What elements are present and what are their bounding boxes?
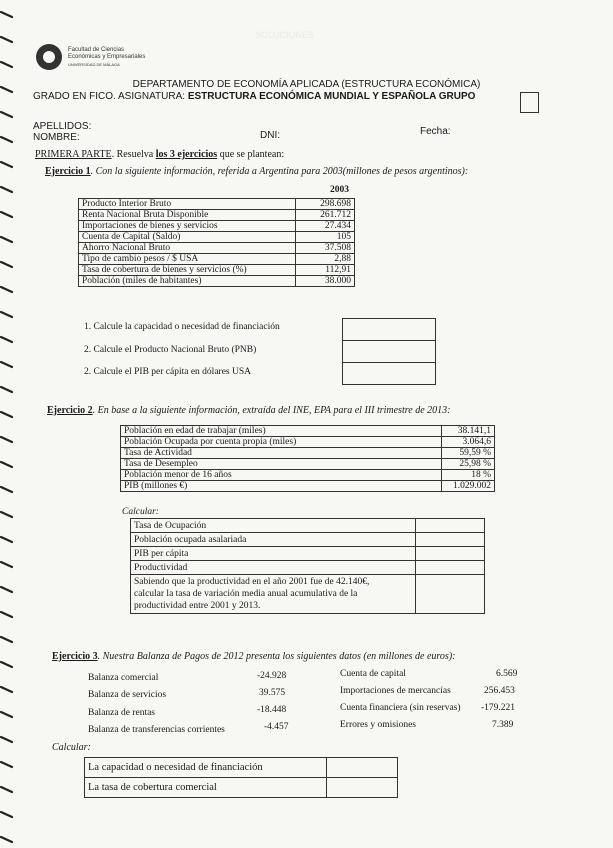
ej2-calc-label: Calcular:	[122, 507, 159, 517]
ej3-text: . Nuestra Balanza de Pagos de 2012 presenta los siguientes datos (en millones de euros):	[97, 651, 456, 662]
table-row	[121, 437, 495, 448]
row-value: 18 %	[442, 470, 495, 481]
table-row	[79, 265, 355, 276]
row-value: 2,88	[296, 254, 355, 265]
row-value: 112,91	[296, 265, 355, 276]
group-checkbox[interactable]	[520, 92, 539, 113]
row-value: 261.712	[296, 210, 355, 221]
table-row	[131, 519, 485, 533]
answer-box-2[interactable]	[343, 341, 435, 363]
calc-item: Población ocupada asalariada	[131, 533, 416, 547]
intro-text1: . Resuelva	[111, 149, 156, 160]
row-label: Población Ocupada por cuenta propia (miles)	[121, 437, 442, 448]
table-row	[79, 243, 355, 254]
table-row	[85, 778, 398, 798]
ej2-heading	[47, 405, 450, 416]
row-value: 1.029.002	[442, 481, 495, 492]
table-row	[131, 547, 485, 561]
nombre-label: NOMBRE:	[33, 132, 80, 143]
logo-line3: UNIVERSIDAD DE MÁLAGA	[68, 61, 120, 67]
ej3-left-label-2: Balanza de servicios	[88, 690, 167, 700]
watermark: SOLUCIONES	[255, 30, 315, 40]
ej1-question-1: 1. Calcule la capacidad o necesidad de financiación	[84, 322, 280, 332]
calc-item: Tasa de Ocupación	[131, 519, 416, 533]
answer-cell[interactable]	[416, 561, 485, 575]
table-row	[79, 254, 355, 265]
ej3-right-label-1: Cuenta de capital	[340, 669, 406, 679]
course-prefix: GRADO EN FICO. ASIGNATURA:	[33, 91, 186, 102]
row-label: Producto Interior Bruto	[79, 199, 296, 210]
row-value: 27.434	[296, 221, 355, 232]
ej2-label: Ejercicio 2	[47, 405, 93, 416]
table-row	[121, 470, 495, 481]
calc-item-long	[131, 575, 416, 614]
course-header	[33, 91, 475, 102]
ej3-right-value-4: 7.389	[492, 720, 514, 730]
row-value: 59,59 %	[442, 448, 495, 459]
answer-cell[interactable]	[327, 758, 398, 778]
table-row	[131, 561, 485, 575]
row-value: 3.064,6	[442, 437, 495, 448]
table-row	[79, 199, 355, 210]
row-label: Ahorro Nacional Bruto	[79, 243, 296, 254]
ej3-left-value-1: -24.928	[257, 671, 287, 681]
ej1-label: Ejercicio 1	[45, 166, 91, 177]
ej2-calc-table	[130, 518, 485, 614]
spiral-binding	[0, 0, 14, 848]
fecha-label: Fecha:	[420, 126, 451, 137]
row-value: 38.000	[296, 276, 355, 287]
ej3-calc-label: Calcular:	[52, 742, 91, 753]
row-label: Población (miles de habitantes)	[79, 276, 296, 287]
table-row	[79, 232, 355, 243]
ej3-right-value-2: 256.453	[484, 686, 515, 696]
ej3-calc-table	[84, 757, 398, 798]
ej3-right-value-1: 6.569	[496, 669, 518, 679]
table-row	[121, 448, 495, 459]
answer-box-3[interactable]	[343, 363, 435, 384]
calc-long-line1: Sabiendo que la productividad en el año 2001 fue de 42.140€,	[134, 577, 370, 587]
department-header: DEPARTAMENTO DE ECONOMÍA APLICADA (ESTRUCTURA ECONÓMICA)	[132, 79, 481, 90]
dni-label: DNI:	[260, 130, 280, 141]
row-label: Tasa de cobertura de bienes y servicios (%)	[79, 265, 296, 276]
row-value: 298.698	[296, 199, 355, 210]
ej3-left-label-3: Balanza de rentas	[88, 708, 155, 718]
ej3-right-label-3: Cuenta financiera (sin reservas)	[340, 703, 461, 713]
table-row	[131, 575, 485, 614]
table-row	[121, 481, 495, 492]
answer-cell[interactable]	[327, 778, 398, 798]
row-label: Tipo de cambio pesos / $ USA	[79, 254, 296, 265]
row-value: 38.141,1	[442, 426, 495, 437]
answer-cell[interactable]	[416, 533, 485, 547]
row-label: Cuenta de Capital (Saldo)	[79, 232, 296, 243]
ej2-text: . En base a la siguiente información, extraída del INE, EPA para el III trimestre de 2013:	[92, 405, 451, 416]
ej1-table	[78, 198, 355, 287]
ej1-question-2: 2. Calcule el Producto Nacional Bruto (PNB)	[84, 345, 257, 355]
row-label: Importaciones de bienes y servicios	[79, 221, 296, 232]
table-row	[79, 221, 355, 232]
intro-text2: que se plantean:	[217, 149, 285, 160]
calc-item: Productividad	[131, 561, 416, 575]
logo-icon	[36, 44, 62, 70]
row-label: Población menor de 16 años	[121, 470, 442, 481]
answer-cell[interactable]	[416, 547, 485, 561]
row-label: PIB (millones €)	[121, 481, 442, 492]
apellidos-label: APELLIDOS:	[33, 121, 92, 132]
calc-long-line3: productividad entre 2001 y 2013.	[134, 601, 261, 611]
calc-item: PIB per cápita	[131, 547, 416, 561]
answer-cell[interactable]	[416, 575, 485, 614]
ej1-question-3: 2. Calcule el PIB per cápita en dólares USA	[84, 367, 251, 377]
course-title: ESTRUCTURA ECONÓMICA MUNDIAL Y ESPAÑOLA GRUPO	[187, 91, 476, 102]
ej3-left-value-3: -18.448	[257, 705, 287, 715]
table-row	[85, 758, 398, 778]
row-value: 37.508	[296, 243, 355, 254]
part-title: PRIMERA PARTE	[35, 149, 112, 160]
ej3-left-value-4: -4.457	[264, 722, 289, 732]
row-label: Renta Nacional Bruta Disponible	[79, 210, 296, 221]
ej2-table	[120, 425, 495, 492]
ej1-text: . Con la siguiente información, referida a Argentina para 2003(millones de pesos argentinos):	[90, 166, 469, 177]
table-row	[79, 276, 355, 287]
faculty-logo	[36, 44, 145, 70]
answer-box-1[interactable]	[343, 319, 435, 341]
row-value: 105	[296, 232, 355, 243]
ej1-answer-boxes	[342, 318, 436, 385]
logo-line2: Económicas y Empresariales	[68, 53, 146, 60]
ej3-right-value-3: -179.221	[481, 703, 516, 713]
ej3-left-label-1: Balanza comercial	[88, 673, 159, 683]
row-label: Tasa de Desempleo	[121, 459, 442, 470]
ej1-heading	[45, 166, 468, 177]
calc-item: La tasa de cobertura comercial	[85, 778, 327, 798]
table-row	[79, 210, 355, 221]
table-row	[121, 426, 495, 437]
answer-cell[interactable]	[416, 519, 485, 533]
ej3-left-label-4: Balanza de transferencias corrientes	[88, 725, 225, 735]
calc-long-line2: calcular la tasa de variación media anual acumulativa de la	[134, 589, 358, 599]
row-label: Población en edad de trabajar (miles)	[121, 426, 442, 437]
ej3-right-label-2: Importaciones de mercancías	[340, 686, 451, 696]
intro-text	[35, 149, 284, 160]
logo-line1: Facultad de Ciencias	[68, 46, 125, 53]
table-row	[121, 459, 495, 470]
calc-item: La capacidad o necesidad de financiación	[85, 758, 327, 778]
ej3-left-value-2: 39.575	[259, 688, 286, 698]
row-value: 25,98 %	[442, 459, 495, 470]
ej3-label: Ejercicio 3	[52, 651, 98, 662]
table-row	[131, 533, 485, 547]
ej1-year: 2003	[330, 185, 349, 195]
ej3-heading	[52, 651, 455, 662]
ej3-right-label-4: Errores y omisiones	[340, 720, 416, 730]
intro-bold: los 3 ejercicios	[155, 149, 218, 160]
row-label: Tasa de Actividad	[121, 448, 442, 459]
